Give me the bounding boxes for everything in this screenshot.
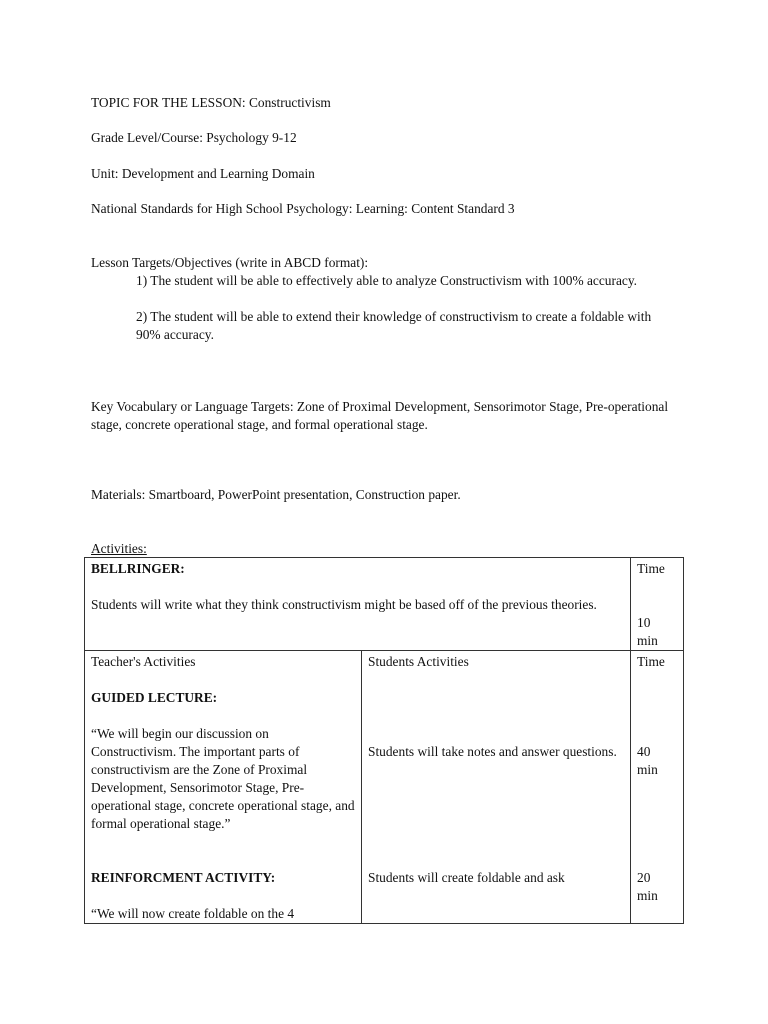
teacher-activities-header: Teacher's Activities xyxy=(91,654,196,669)
activities-row xyxy=(85,651,684,924)
time-unit: min xyxy=(637,762,658,777)
time-value: 10 xyxy=(637,615,651,630)
time-unit: min xyxy=(637,633,658,648)
lesson-topic: TOPIC FOR THE LESSON: Constructivism xyxy=(91,95,331,110)
time-header: Time xyxy=(637,654,665,669)
grade-level: Grade Level/Course: Psychology 9-12 xyxy=(91,130,297,145)
activities-label: Activities: xyxy=(91,541,147,556)
reinforcement-title: REINFORCMENT ACTIVITY: xyxy=(91,870,276,885)
guided-lecture-title: GUIDED LECTURE: xyxy=(91,690,218,705)
unit: Unit: Development and Learning Domain xyxy=(91,166,315,181)
student-activities-header: Students Activities xyxy=(368,654,469,669)
national-standards: National Standards for High School Psychology: Learning: Content Standard 3 xyxy=(91,201,515,216)
bellringer-time-cell xyxy=(631,558,684,651)
time-value: 40 xyxy=(637,744,651,759)
key-vocabulary: Key Vocabulary or Language Targets: Zone of Proximal Development, Sensorimotor Stage, Pre-operational stage, concrete operational stage, and formal operational stage. xyxy=(91,399,669,432)
objective-item: 2) The student will be able to extend their knowledge of constructivism to create a foldable with 90% accuracy. xyxy=(136,309,652,342)
bellringer-row xyxy=(85,558,684,651)
student-activities-cell xyxy=(362,651,631,924)
reinforcement-students-text: Students will create foldable and ask xyxy=(368,870,565,885)
time-cell xyxy=(631,651,684,924)
bellringer-cell xyxy=(85,558,631,651)
objective-item: 1) The student will be able to effectively able to analyze Constructivism with 100% accuracy. xyxy=(136,273,637,288)
activities-table xyxy=(84,557,684,924)
bellringer-title: BELLRINGER: xyxy=(91,561,185,576)
time-header: Time xyxy=(637,561,665,576)
bellringer-text: Students will write what they think constructivism might be based off of the previous theories. xyxy=(91,597,597,612)
objectives-heading: Lesson Targets/Objectives (write in ABCD format): xyxy=(91,255,369,270)
teacher-activities-cell xyxy=(85,651,362,924)
guided-students-text: Students will take notes and answer questions. xyxy=(368,744,617,759)
materials: Materials: Smartboard, PowerPoint presentation, Construction paper. xyxy=(91,487,461,502)
guided-lecture-text: “We will begin our discussion on Constructivism. The important parts of constructivism are the Zone of Proximal Development, Sensorimotor Stage, Pre-operational stage, concrete operational stage, and formal operational stage.” xyxy=(91,726,355,831)
time-value: 20 xyxy=(637,870,651,885)
reinforcement-text: “We will now create foldable on the 4 xyxy=(91,906,295,921)
time-unit: min xyxy=(637,888,658,903)
